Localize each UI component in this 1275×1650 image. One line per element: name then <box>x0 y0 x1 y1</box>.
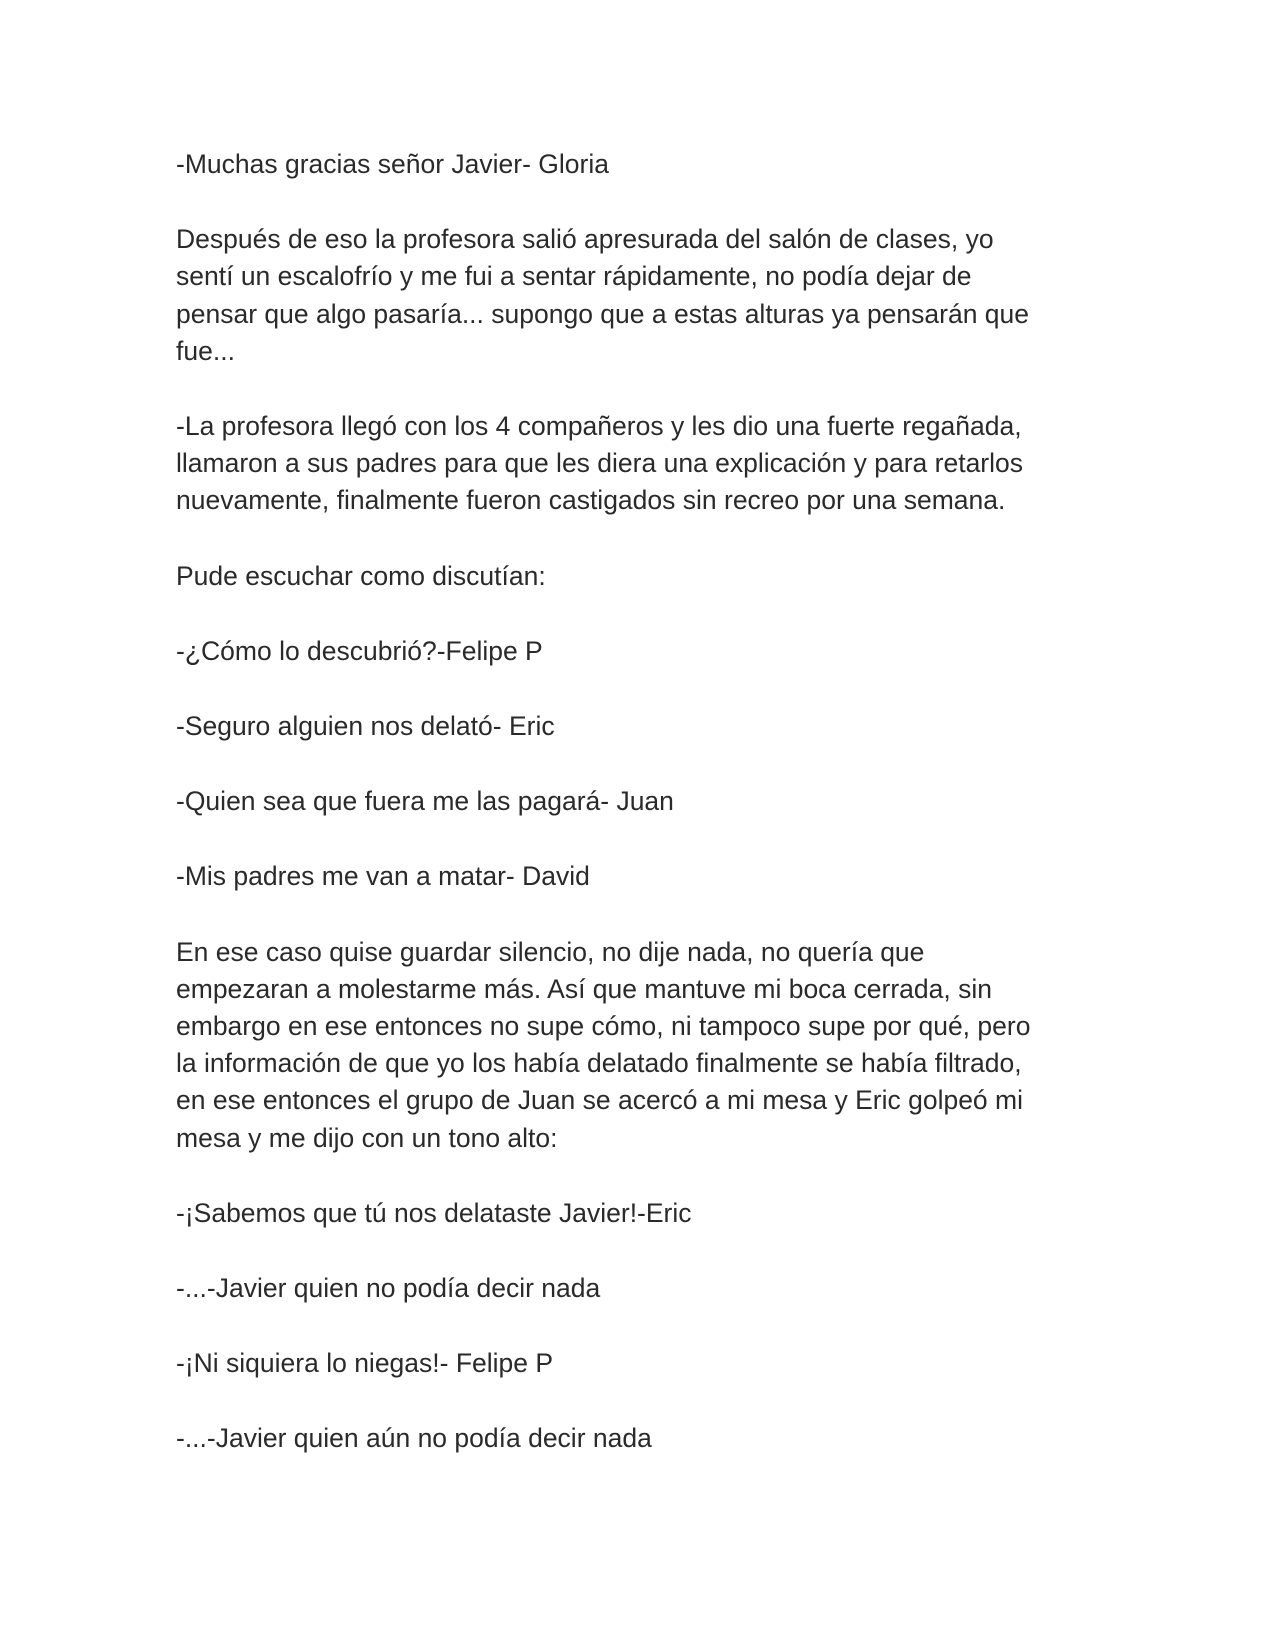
paragraph-teacher-leaves: Después de eso la profesora salió apresurada del salón de clases, yo sentí un escalofrío y me fui a sentar rápidamente, no podía dejar de pensar que algo pasaría... supongo que a estas alturas ya pensarán que fue... <box>176 224 1030 366</box>
paragraph-gloria-thanks: -Muchas gracias señor Javier- Gloria <box>176 149 609 179</box>
dialogue-line: -...-Javier quien aún no podía decir nada <box>176 1423 652 1454</box>
dialogue-line: -Seguro alguien nos delató- Eric <box>176 711 555 742</box>
paragraph-silence: En ese caso quise guardar silencio, no dije nada, no quería que empezaran a molestarme más. Así que mantuve mi boca cerrada, sin embargo en ese entonces no supe cómo, ni tampoco supe por qué, pero la información de que yo los había delatado finalmente se había filtrado, en ese entonces el grupo de Juan se acercó a mi mesa y Eric golpeó mi mesa y me dijo con un tono alto: <box>176 936 1031 1153</box>
dialogue-line: -Mis padres me van a matar- David <box>176 861 590 892</box>
document-body <box>176 146 1096 1496</box>
paragraph-punishment: -La profesora llegó con los 4 compañeros y les dio una fuerte regañada, llamaron a sus padres para que les diera una explicación y para retarlos nuevamente, finalmente fueron castigados sin recreo por una semana. <box>176 411 1024 516</box>
dialogue-line: -¡Ni siquiera lo niegas!- Felipe P <box>176 1348 554 1379</box>
paragraph-overheard: Pude escuchar como discutían: <box>176 560 546 591</box>
dialogue-line: -¡Sabemos que tú nos delataste Javier!-Eric <box>176 1197 692 1228</box>
dialogue-line: -Quien sea que fuera me las pagará- Juan <box>176 786 674 817</box>
dialogue-line: -...-Javier quien no podía decir nada <box>176 1273 601 1304</box>
dialogue-line: -¿Cómo lo descubrió?-Felipe P <box>176 635 543 666</box>
